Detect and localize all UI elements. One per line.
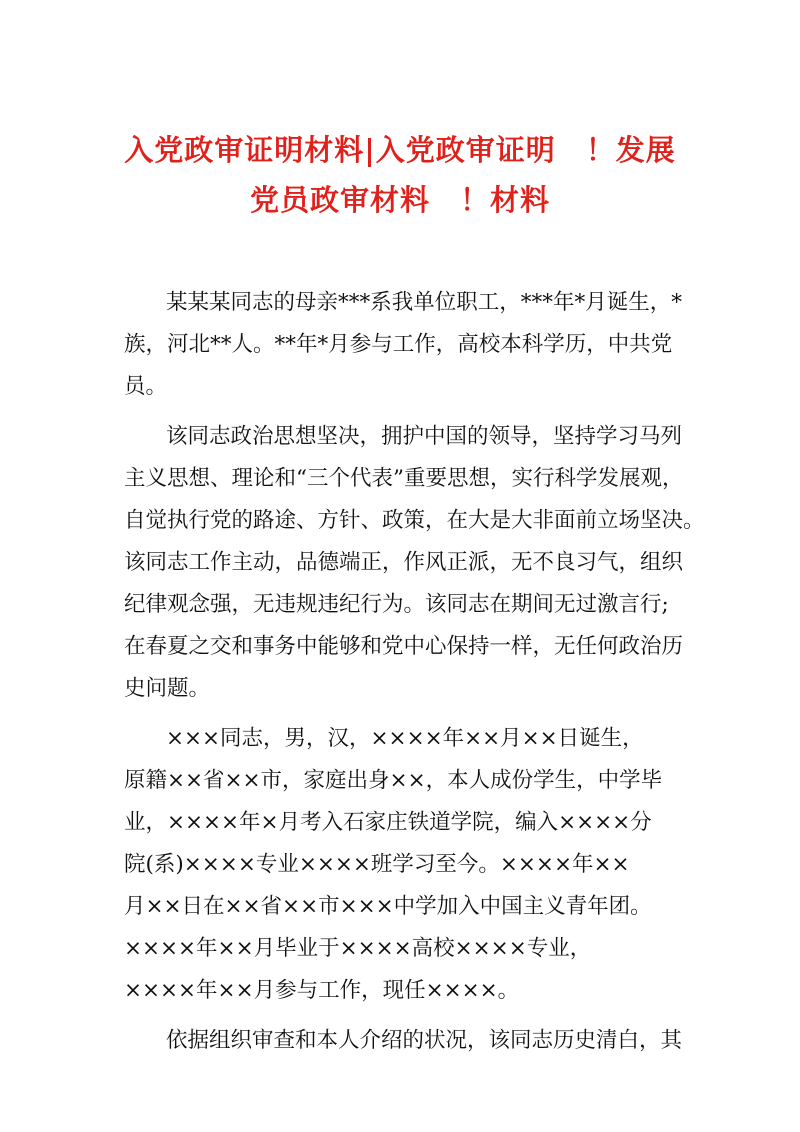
paragraph-1 bbox=[124, 282, 684, 408]
paragraph-line: 主义思想、理论和“三个代表”重要思想，实行科学发展观， bbox=[124, 466, 684, 491]
paragraph-line: ××××年××月毕业于××××高校××××专业， bbox=[124, 936, 592, 961]
paragraph-line: 在春夏之交和事务中能够和党中心保持一样，无任何政治历 bbox=[124, 634, 684, 659]
paragraph-2 bbox=[124, 416, 705, 710]
paragraph-line: 该同志政治思想坚决，拥护中国的领导，坚持学习马列 bbox=[166, 424, 683, 449]
paragraph-line: 员。 bbox=[124, 374, 168, 399]
paragraph-line: 原籍××省××市，家庭出身××，本人成份学生，中学毕 bbox=[124, 768, 663, 793]
paragraph-line: 该同志工作主动，品德端正，作风正派，无不良习气，组织 bbox=[124, 550, 684, 575]
paragraph-line: 院(系)××××专业××××班学习至今。××××年×× bbox=[124, 852, 630, 877]
paragraph-line: 业，××××年×月考入石家庄铁道学院，编入××××分 bbox=[124, 810, 652, 835]
paragraph-line: 史问题。 bbox=[124, 676, 211, 701]
paragraph-4 bbox=[124, 1020, 684, 1062]
paragraph-3 bbox=[124, 718, 684, 1012]
document-body bbox=[124, 282, 705, 1062]
paragraph-line: 依据组织审查和本人介绍的状况，该同志历史清白，其 bbox=[166, 1028, 683, 1053]
paragraph-line: 纪律观念强，无违规违纪行为。该同志在期间无过激言行; bbox=[124, 592, 669, 617]
paragraph-line: ××××年××月参与工作，现任××××。 bbox=[124, 978, 520, 1003]
paragraph-line: 月××日在××省××市×××中学加入中国主义青年团。 bbox=[124, 894, 652, 919]
document-title-line-2: 党员政审材料 ！材料 bbox=[249, 183, 550, 217]
paragraph-line: 自觉执行党的路途、方针、政策，在大是大非面前立场坚决。 bbox=[124, 508, 705, 533]
document-title-line-1: 入党政审证明材料|入党政审证明 ！发展 bbox=[124, 133, 676, 167]
paragraph-line: 族，河北**人。**年*月参与工作，高校本科学历，中共党 bbox=[124, 332, 673, 357]
paragraph-line: 某某某同志的母亲***系我单位职工，***年*月诞生，* bbox=[166, 290, 683, 315]
paragraph-line: ×××同志，男，汉，××××年××月××日诞生， bbox=[166, 726, 644, 751]
